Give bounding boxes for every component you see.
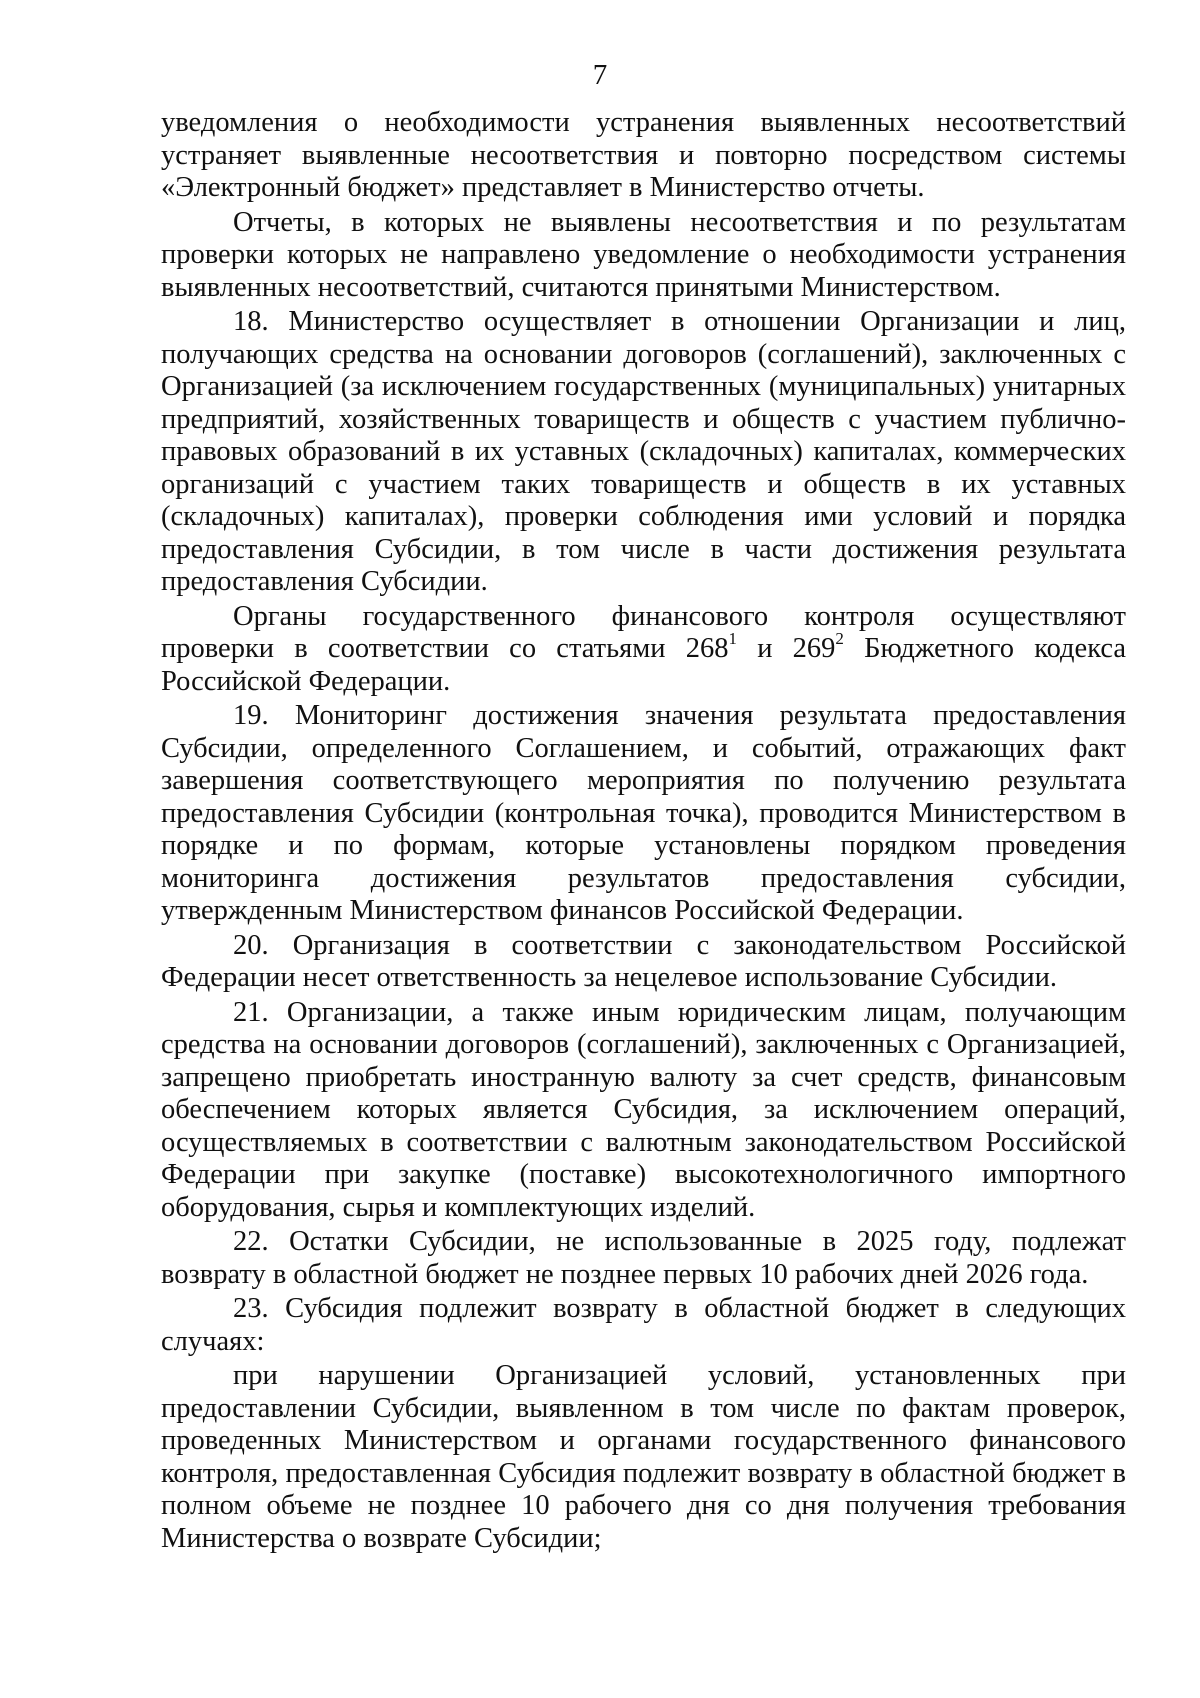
control-text-after: Бюджетного кодекса Российской Федерации.	[161, 633, 1126, 697]
control-text-before: Органы государственного финансового контроля осуществляют проверки в соответствии со статьями 268	[161, 600, 1126, 664]
control-text-middle: и 269	[736, 633, 836, 664]
paragraph-22: 22. Остатки Субсидии, не использованные в 2025 году, подлежат возврату в областной бюджет не позднее первых 10 рабочих дней 2026 года.	[161, 1226, 1126, 1290]
paragraph-continued: уведомления о необходимости устранения выявленных несоответствий устраняет выявленные несоответствия и повторно посредством системы «Электронный бюджет» представляет в Министерство отчеты.	[161, 107, 1126, 203]
document-body	[161, 107, 1126, 1555]
paragraph-20: 20. Организация в соответствии с законодательством Российской Федерации несет ответственность за нецелевое использование Субсидии.	[161, 929, 1126, 993]
page-number: 7	[592, 59, 608, 91]
paragraph-reports-accepted: Отчеты, в которых не выявлены несоответствия и по результатам проверки которых не направлено уведомление о необходимости устранения выявленных несоответствий, считаются принятыми Министерством.	[161, 206, 1126, 303]
superscript-2: 2	[835, 628, 844, 648]
paragraph-21: 21. Организации, а также иным юридическим лицам, получающим средства на основании договоров (соглашений), заключенных с Организацией, запрещено приобретать иностранную валюту за счет средств, финансовым обеспечением которых является Субсидия, за исключением операций, осуществляемых в соответствии с валютным законодательством Российской Федерации при закупке (поставке) высокотехнологичного импортного оборудования, сырья и комплектующих изделий.	[161, 996, 1126, 1223]
paragraph-18: 18. Министерство осуществляет в отношении Организации и лиц, получающих средства на основании договоров (соглашений), заключенных с Организацией (за исключением государственных (муниципальных) унитарных предприятий, хозяйственных товариществ и обществ с участием публично-правовых образований в их уставных (складочных) капиталах, коммерческих организаций с участием таких товариществ и обществ в их уставных (складочных) капиталах), проверки соблюдения ими условий и порядка предоставления Субсидии, в том числе в части достижения результата предоставления Субсидии.	[161, 306, 1126, 597]
paragraph-violation: при нарушении Организацией условий, установленных при предоставлении Субсидии, выявленном в том числе по фактам проверок, проведенных Министерством и органами государственного финансового контроля, предоставленная Субсидия подлежит возврату в областной бюджет в полном объеме не позднее 10 рабочего дня со дня получения требования Министерства о возврате Субсидии;	[161, 1360, 1126, 1554]
paragraph-19: 19. Мониторинг достижения значения результата предоставления Субсидии, определенного Соглашением, и событий, отражающих факт завершения соответствующего мероприятия по получению результата предоставления Субсидии (контрольная точка), проводится Министерством в порядке и по формам, которые установлены порядком проведения мониторинга достижения результатов предоставления субсидии, утвержденным Министерством финансов Российской Федерации.	[161, 700, 1126, 926]
paragraph-financial-control	[161, 601, 1126, 699]
paragraph-23: 23. Субсидия подлежит возврату в областной бюджет в следующих случаях:	[161, 1293, 1126, 1357]
superscript-1: 1	[728, 628, 737, 648]
